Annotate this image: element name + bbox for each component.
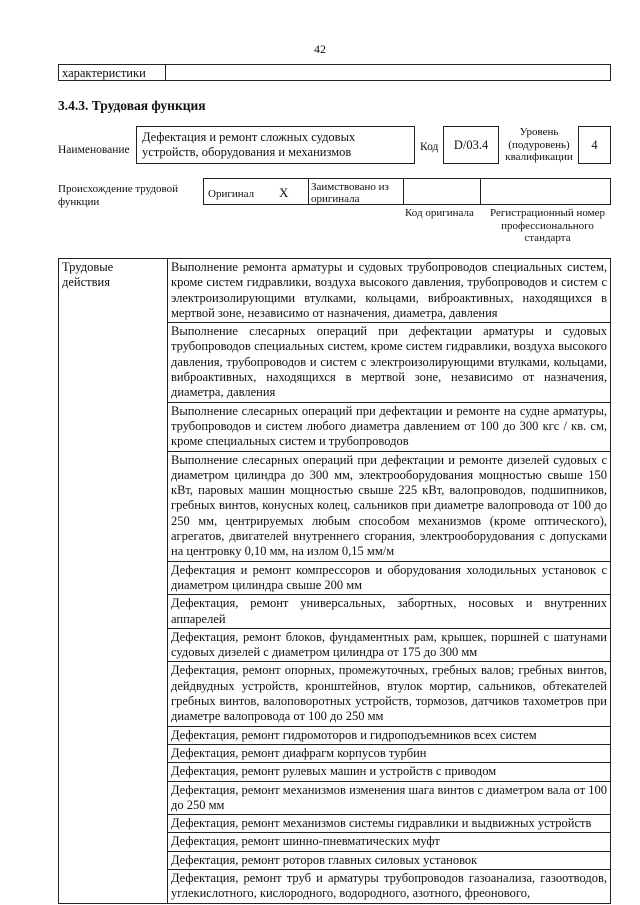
section-title: 3.4.3. Трудовая функция xyxy=(58,98,206,113)
action-item: Дефектация, ремонт шинно-пневматических муфт xyxy=(168,833,611,851)
original-mark: X xyxy=(279,185,289,200)
reg-number-caption: Регистрационный номер профессионального стандарта xyxy=(489,207,606,244)
level-box xyxy=(578,126,611,164)
action-item: Выполнение ремонта арматуры и судовых трубопроводов специальных систем, кроме систем гидравлики, воздуха высокого давления, трубопроводов и систем с электроизолирующими втулками, кольцами, виброактивных, находящихся в мертвой зоне, независимо от назначения, диаметра, давления xyxy=(168,259,611,323)
action-item: Выполнение слесарных операций при дефектации и ремонте на судне арматуры, трубопроводов и систем любого диаметра давлением от 100 до 300 кгс / кв. см, кроме специальных систем и трубопроводов xyxy=(168,402,611,451)
prev-table-label: характеристики xyxy=(62,66,146,80)
action-item: Дефектация, ремонт механизмов системы гидравлики и выдвижных устройств xyxy=(168,815,611,833)
action-item: Дефектация, ремонт труб и арматуры трубопроводов газоанализа, газоотводов, углекислотного, кислородного, водородного, азотного, фреонового, xyxy=(168,869,611,903)
action-item: Выполнение слесарных операций при дефектации и ремонте дизелей судовых с диаметром цилиндра до 300 мм, электрооборудования мощностью свыше 150 кВт, паровых машин мощностью свыше 225 кВт, валопроводов, подшипников, гребных винтов, конусных колец, сальников при диаметре валопровода от 100 до 250 мм, центрируемых любым способом механизмов (кроме оптического), агрегатов, двигателей внутреннего сгорания, электрооборудования с допусками на центровку 0,10 мм, на излом 0,15 мм/м xyxy=(168,451,611,561)
action-item: Дефектация, ремонт механизмов изменения шага винтов с диаметром вала от 100 до 250 мм xyxy=(168,781,611,815)
level-label: Уровень (подуровень) квалификации xyxy=(505,126,573,163)
function-name-value: Дефектация и ремонт сложных судовых устройств, оборудования и механизмов xyxy=(142,130,356,159)
origin-divider-2 xyxy=(403,179,404,204)
name-label: Наименование xyxy=(58,144,130,156)
original-code-caption: Код оригинала xyxy=(405,207,474,219)
action-item: Дефектация, ремонт роторов главных силовых установок xyxy=(168,851,611,869)
action-item: Дефектация, ремонт опорных, промежуточных, гребных валов; гребных винтов, дейдвудных устройств, кронштейнов, втулок мортир, сальников, обтекателей гребных винтов, валоповоротных устройств, тормозов, датчиков тахометров при диаметре валопровода от 100 до 250 мм xyxy=(168,662,611,726)
level-value: 4 xyxy=(591,138,598,152)
code-box xyxy=(443,126,499,164)
origin-label: Происхождение трудовой функции xyxy=(58,183,179,208)
action-item: Дефектация, ремонт гидромоторов и гидроподъемников всех систем xyxy=(168,726,611,744)
origin-divider-3 xyxy=(480,179,481,204)
action-item: Дефектация и ремонт компрессоров и оборудования холодильных установок с диаметром цилиндра свыше 200 мм xyxy=(168,561,611,595)
action-item: Дефектация, ремонт рулевых машин и устройств с приводом xyxy=(168,763,611,781)
prev-table-divider xyxy=(165,65,166,80)
original-label: Оригинал xyxy=(208,188,255,200)
code-value: D/03.4 xyxy=(453,138,489,152)
action-item: Выполнение слесарных операций при дефектации арматуры и судовых трубопроводов специальных систем, кроме систем гидравлики, воздуха высокого давления, трубопроводов и систем с электроизолирующими втулками, кольцами, виброактивных, находящихся в мертвой зоне, независимо от назначения, диаметра, давления xyxy=(168,323,611,402)
borrowed-label: Заимствовано из оригинала xyxy=(311,181,389,205)
table-row xyxy=(59,259,611,323)
action-item: Дефектация, ремонт диафрагм корпусов турбин xyxy=(168,744,611,762)
page-number: 42 xyxy=(314,42,326,56)
labor-actions-table xyxy=(58,258,611,904)
labor-actions-label: Трудовые действия xyxy=(59,259,168,904)
origin-divider-1 xyxy=(308,179,309,204)
prev-table-row xyxy=(58,64,611,81)
action-item: Дефектация, ремонт универсальных, забортных, носовых и внутренних аппарелей xyxy=(168,595,611,629)
origin-table xyxy=(203,178,611,205)
code-label: Код xyxy=(420,141,439,153)
function-name-box xyxy=(136,126,415,164)
action-item: Дефектация, ремонт блоков, фундаментных рам, крышек, поршней с шатунами судовых дизелей с диаметром цилиндра от 175 до 300 мм xyxy=(168,628,611,662)
